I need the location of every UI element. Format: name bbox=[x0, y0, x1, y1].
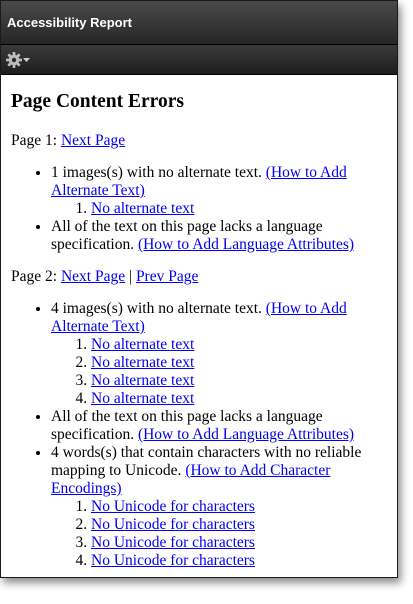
occurrence-item bbox=[91, 498, 387, 516]
page-label: Page 1: bbox=[11, 132, 58, 149]
occurrence-link[interactable]: No alternate text bbox=[91, 200, 195, 217]
occurrence-item bbox=[91, 354, 387, 372]
options-menu-button[interactable] bbox=[5, 51, 30, 69]
nav-separator: | bbox=[128, 268, 133, 285]
occurrence-item bbox=[91, 390, 387, 408]
next-page-link[interactable]: Next Page bbox=[60, 132, 126, 149]
help-link[interactable]: (How to Add Alternate Text) bbox=[51, 164, 347, 199]
occurrence-link[interactable]: No Unicode for characters bbox=[91, 534, 255, 551]
occurrence-item bbox=[91, 552, 387, 570]
occurrence-item bbox=[91, 516, 387, 534]
occurrence-link[interactable]: No alternate text bbox=[91, 336, 195, 353]
issue-item bbox=[51, 300, 387, 408]
issue-occurrence-list bbox=[51, 200, 387, 218]
occurrence-link[interactable]: No Unicode for characters bbox=[91, 498, 255, 515]
issue-text: 4 images(s) with no alternate text. bbox=[51, 300, 262, 317]
page-2-nav-line bbox=[11, 268, 387, 286]
occurrence-link[interactable]: No Unicode for characters bbox=[91, 552, 255, 569]
title-bar bbox=[1, 1, 397, 45]
report-content bbox=[1, 75, 397, 577]
issue-text: 4 words(s) that contain characters with no reliable mapping to Unicode. bbox=[51, 444, 362, 479]
caret-down-icon bbox=[23, 57, 30, 63]
window-title: Accessibility Report bbox=[7, 15, 132, 30]
issue-item bbox=[51, 218, 387, 254]
help-link[interactable]: (How to Add Alternate Text) bbox=[51, 300, 347, 335]
occurrence-item bbox=[91, 336, 387, 354]
issue-occurrence-list bbox=[51, 498, 387, 570]
issue-item bbox=[51, 164, 387, 218]
occurrence-item bbox=[91, 372, 387, 390]
issue-item bbox=[51, 408, 387, 444]
page-label: Page 2: bbox=[11, 268, 58, 285]
page-list bbox=[11, 132, 387, 570]
report-heading: Page Content Errors bbox=[11, 91, 184, 112]
gear-icon bbox=[5, 51, 23, 69]
occurrence-link[interactable]: No alternate text bbox=[91, 390, 195, 407]
prev-page-link[interactable]: Prev Page bbox=[135, 268, 199, 285]
occurrence-link[interactable]: No alternate text bbox=[91, 354, 195, 371]
next-page-link[interactable]: Next Page bbox=[60, 268, 126, 285]
help-link[interactable]: (How to Add Language Attributes) bbox=[137, 426, 355, 443]
occurrence-link[interactable]: No Unicode for characters bbox=[91, 516, 255, 533]
occurrence-item bbox=[91, 200, 387, 218]
toolbar bbox=[1, 45, 397, 75]
occurrence-item bbox=[91, 534, 387, 552]
help-link[interactable]: (How to Add Character Encodings) bbox=[51, 462, 331, 497]
issue-text: 1 images(s) with no alternate text. bbox=[51, 164, 262, 181]
page-1-nav-line bbox=[11, 132, 387, 150]
occurrence-link[interactable]: No alternate text bbox=[91, 372, 195, 389]
issue-occurrence-list bbox=[51, 336, 387, 408]
issue-text: All of the text on this page lacks a language specification. bbox=[51, 408, 323, 443]
help-link[interactable]: (How to Add Language Attributes) bbox=[137, 236, 355, 253]
issue-list bbox=[11, 300, 387, 570]
issue-list bbox=[11, 164, 387, 254]
issue-text: All of the text on this page lacks a language specification. bbox=[51, 218, 323, 253]
issue-item bbox=[51, 444, 387, 570]
